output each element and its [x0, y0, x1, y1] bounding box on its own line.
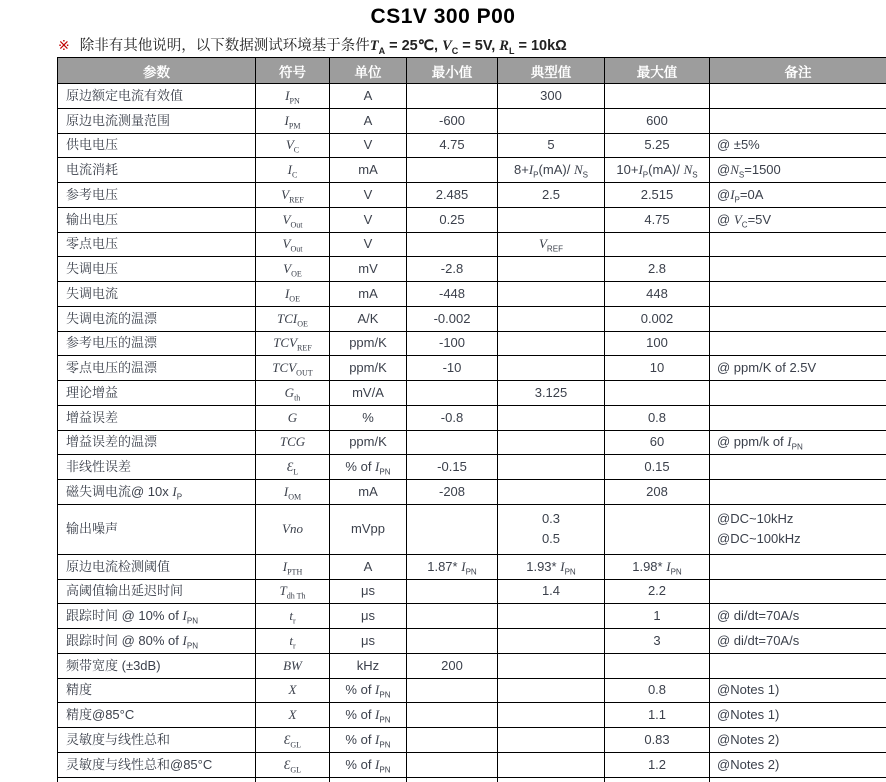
table-row — [58, 504, 886, 554]
sym-cell: $V_{OE}$ — [256, 257, 330, 282]
sym-cell: $V_C$ — [256, 133, 330, 158]
note-cell: @ ±5% — [710, 133, 886, 158]
min-cell: -208 — [407, 480, 498, 505]
table-row — [58, 331, 886, 356]
table-row — [58, 108, 886, 133]
page-title: CS1V 300 P00 — [370, 5, 516, 28]
typ-cell: 2.5 — [498, 183, 605, 208]
sym-cell: $TCV_{OUT}$ — [256, 356, 330, 381]
param-cell: 输出噪声 — [58, 504, 256, 554]
table-row — [58, 257, 886, 282]
param-cell: 非线性误差 — [58, 455, 256, 480]
unit-cell: % of $I_{PN}$ — [330, 728, 407, 753]
min-cell: -0.8 — [407, 405, 498, 430]
note-condition: $T_A$ = 25℃, $V_C = 5V$, $R_L = 10k\Omega$ — [369, 38, 567, 56]
note-cell: @Notes 1) — [710, 703, 886, 728]
param-cell: 频带宽度 (±3dB) — [58, 653, 256, 678]
table-row — [58, 405, 886, 430]
max-cell: 2.515 — [605, 183, 710, 208]
typ-cell — [498, 207, 605, 232]
param-cell: 输出电压 — [58, 207, 256, 232]
table-row — [58, 282, 886, 307]
max-cell — [605, 504, 710, 554]
param-cell: 灵敏度与线性总和@85°C — [58, 752, 256, 777]
param-cell: 失调电压 — [58, 257, 256, 282]
table-row — [58, 480, 886, 505]
unit-cell: A — [330, 554, 407, 579]
max-cell — [605, 232, 710, 257]
sym-cell: $T_{dh Th}$ — [256, 579, 330, 604]
max-cell: 10 — [605, 356, 710, 381]
empty-cell — [330, 777, 407, 782]
note-cell: @ di/dt=70A/s — [710, 604, 886, 629]
max-cell: 208 — [605, 480, 710, 505]
unit-cell: % of $I_{PN}$ — [330, 678, 407, 703]
min-cell — [407, 84, 498, 109]
unit-cell: mVpp — [330, 504, 407, 554]
max-cell: 0.002 — [605, 306, 710, 331]
table-row — [58, 629, 886, 654]
typ-cell: 1.93* $I_{PN}$ — [498, 554, 605, 579]
sym-cell: $V_{Out}$ — [256, 232, 330, 257]
min-cell: -0.002 — [407, 306, 498, 331]
typ-cell — [498, 306, 605, 331]
min-cell — [407, 703, 498, 728]
unit-cell: V — [330, 183, 407, 208]
min-cell: -600 — [407, 108, 498, 133]
typ-cell — [498, 108, 605, 133]
unit-cell: % of $I_{PN}$ — [330, 703, 407, 728]
table-row — [58, 653, 886, 678]
column-header-unit: 单位 — [330, 58, 407, 84]
param-cell: 灵敏度与线性总和 — [58, 728, 256, 753]
unit-cell: % of $I_{PN}$ — [330, 455, 407, 480]
unit-cell: μs — [330, 579, 407, 604]
note-cell: @Notes 2) — [710, 752, 886, 777]
table-row — [58, 84, 886, 109]
table-row — [58, 703, 886, 728]
table-row — [58, 232, 886, 257]
max-cell: 600 — [605, 108, 710, 133]
unit-cell: μs — [330, 604, 407, 629]
unit-cell: % of $I_{PN}$ — [330, 752, 407, 777]
param-cell: 原边电流测量范围 — [58, 108, 256, 133]
note-cell: $@N_S=1500$ — [710, 158, 886, 183]
note-marker-icon: ※ — [58, 37, 70, 53]
sym-cell: X — [256, 678, 330, 703]
unit-cell: kHz — [330, 653, 407, 678]
unit-cell: A — [330, 84, 407, 109]
unit-cell: % — [330, 405, 407, 430]
table-header-row — [58, 58, 886, 84]
param-cell: 高阈值输出延迟时间 — [58, 579, 256, 604]
max-cell — [605, 653, 710, 678]
note-cell — [710, 257, 886, 282]
typ-cell — [498, 356, 605, 381]
note-cell — [710, 331, 886, 356]
sym-cell: $t_r$ — [256, 604, 330, 629]
max-cell: 2.8 — [605, 257, 710, 282]
param-cell: 供电电压 — [58, 133, 256, 158]
sym-cell: $TCV_{REF}$ — [256, 331, 330, 356]
table-row — [58, 356, 886, 381]
param-cell: 参考电压 — [58, 183, 256, 208]
unit-cell: mV — [330, 257, 407, 282]
unit-cell: ppm/K — [330, 331, 407, 356]
typ-cell: 300 — [498, 84, 605, 109]
column-header-min: 最小值 — [407, 58, 498, 84]
note-cell — [710, 232, 886, 257]
note-cell: @Notes 2) — [710, 728, 886, 753]
typ-cell: 3.125 — [498, 381, 605, 406]
min-cell: 1.87* $I_{PN}$ — [407, 554, 498, 579]
min-cell — [407, 678, 498, 703]
typ-cell — [498, 604, 605, 629]
max-cell: 2.2 — [605, 579, 710, 604]
param-cell: 原边额定电流有效值 — [58, 84, 256, 109]
sym-cell: $TCI_{OE}$ — [256, 306, 330, 331]
typ-cell: 1.4 — [498, 579, 605, 604]
typ-cell — [498, 455, 605, 480]
note-cell — [710, 579, 886, 604]
note-cell: @ $V_C=5V$ — [710, 207, 886, 232]
param-cell: 原边电流检测阈值 — [58, 554, 256, 579]
column-header-typ: 典型值 — [498, 58, 605, 84]
typ-cell — [498, 405, 605, 430]
table-body — [58, 84, 886, 782]
typ-cell — [498, 257, 605, 282]
min-cell: 200 — [407, 653, 498, 678]
table-row — [58, 207, 886, 232]
param-cell: 增益误差的温漂 — [58, 430, 256, 455]
max-cell: 448 — [605, 282, 710, 307]
max-cell: 1.1 — [605, 703, 710, 728]
min-cell — [407, 158, 498, 183]
note-text: 除非有其他说明，以下数据测试环境基于条件 — [79, 38, 370, 54]
typ-cell — [498, 430, 605, 455]
empty-cell — [498, 777, 605, 782]
sym-cell: G — [256, 405, 330, 430]
sym-cell: X — [256, 703, 330, 728]
unit-cell: V — [330, 133, 407, 158]
min-cell: -0.15 — [407, 455, 498, 480]
note-cell — [710, 306, 886, 331]
unit-cell: mA — [330, 480, 407, 505]
param-cell: 增益误差 — [58, 405, 256, 430]
param-cell: 零点电压 — [58, 232, 256, 257]
table-row — [58, 579, 886, 604]
table-row — [58, 306, 886, 331]
sym-cell: $I_{OE}$ — [256, 282, 330, 307]
param-cell: 零点电压的温漂 — [58, 356, 256, 381]
note-cell: @ ppm/k of $I_{PN}$ — [710, 430, 886, 455]
typ-cell — [498, 480, 605, 505]
typ-cell — [498, 703, 605, 728]
min-cell — [407, 504, 498, 554]
note-cell: $@I_P=0A$ — [710, 183, 886, 208]
unit-cell: μs — [330, 629, 407, 654]
note-cell — [710, 405, 886, 430]
note-cell — [710, 554, 886, 579]
max-cell: 60 — [605, 430, 710, 455]
sym-cell: $I_{PN}$ — [256, 84, 330, 109]
sym-cell: $t_r$ — [256, 629, 330, 654]
note-cell — [710, 381, 886, 406]
table-row — [58, 133, 886, 158]
sym-cell: $V_{REF}$ — [256, 183, 330, 208]
typ-cell: 0.3 0.5 — [498, 504, 605, 554]
min-cell — [407, 381, 498, 406]
max-cell: $10+I_P(mA)/$ $N_S$ — [605, 158, 710, 183]
max-cell: 1.2 — [605, 752, 710, 777]
sym-cell: $I_{PTH}$ — [256, 554, 330, 579]
unit-cell: V — [330, 207, 407, 232]
min-cell — [407, 752, 498, 777]
typ-cell — [498, 331, 605, 356]
table-row — [58, 554, 886, 579]
param-cell: 跟踪时间 @ 80% of $I_{PN}$ — [58, 629, 256, 654]
typ-cell — [498, 282, 605, 307]
param-cell: 失调电流 — [58, 282, 256, 307]
sym-cell: $G_{th}$ — [256, 381, 330, 406]
max-cell — [605, 381, 710, 406]
table-row — [58, 752, 886, 777]
typ-cell — [498, 653, 605, 678]
param-cell: 理论增益 — [58, 381, 256, 406]
table-row-clipped — [58, 777, 886, 782]
spec-table — [57, 57, 886, 782]
empty-cell — [710, 777, 886, 782]
max-cell: 0.8 — [605, 405, 710, 430]
min-cell: -448 — [407, 282, 498, 307]
unit-cell: V — [330, 232, 407, 257]
max-cell: 100 — [605, 331, 710, 356]
param-cell: 跟踪时间 @ 10% of $I_{PN}$ — [58, 604, 256, 629]
min-cell — [407, 604, 498, 629]
table-row — [58, 381, 886, 406]
param-cell: 失调电流的温漂 — [58, 306, 256, 331]
empty-cell — [58, 777, 256, 782]
column-header-param: 参数 — [58, 58, 256, 84]
sym-cell: TCG — [256, 430, 330, 455]
table-row — [58, 604, 886, 629]
typ-cell — [498, 678, 605, 703]
max-cell — [605, 84, 710, 109]
sym-cell: $Ɛ_{GL}$ — [256, 752, 330, 777]
unit-cell: ppm/K — [330, 430, 407, 455]
param-cell: 精度@85°C — [58, 703, 256, 728]
min-cell — [407, 579, 498, 604]
typ-cell: $8+I_P(mA)/$ $N_S$ — [498, 158, 605, 183]
typ-cell — [498, 752, 605, 777]
typ-cell — [498, 728, 605, 753]
unit-cell: A/K — [330, 306, 407, 331]
unit-cell: mV/A — [330, 381, 407, 406]
note-cell — [710, 480, 886, 505]
empty-cell — [407, 777, 498, 782]
sym-cell: $V_{Out}$ — [256, 207, 330, 232]
min-cell: -100 — [407, 331, 498, 356]
table-row — [58, 678, 886, 703]
max-cell: 5.25 — [605, 133, 710, 158]
typ-cell: 5 — [498, 133, 605, 158]
min-cell — [407, 728, 498, 753]
table-row — [58, 430, 886, 455]
sym-cell: $I_{OM}$ — [256, 480, 330, 505]
min-cell: 2.485 — [407, 183, 498, 208]
param-cell: 参考电压的温漂 — [58, 331, 256, 356]
sym-cell: Vno — [256, 504, 330, 554]
note-cell — [710, 653, 886, 678]
max-cell: 0.83 — [605, 728, 710, 753]
test-condition-note — [58, 34, 567, 55]
note-cell — [710, 108, 886, 133]
max-cell: 1.98* $I_{PN}$ — [605, 554, 710, 579]
column-header-remark: 备注 — [710, 58, 886, 84]
note-cell: @ di/dt=70A/s — [710, 629, 886, 654]
param-cell: 电流消耗 — [58, 158, 256, 183]
table-row — [58, 728, 886, 753]
table-row — [58, 455, 886, 480]
param-cell: 精度 — [58, 678, 256, 703]
unit-cell: A — [330, 108, 407, 133]
note-cell: @DC~10kHz @DC~100kHz — [710, 504, 886, 554]
note-cell — [710, 84, 886, 109]
empty-cell — [605, 777, 710, 782]
min-cell — [407, 430, 498, 455]
min-cell: -2.8 — [407, 257, 498, 282]
typ-cell: $V_{REF}$ — [498, 232, 605, 257]
column-header-symbol: 符号 — [256, 58, 330, 84]
min-cell — [407, 629, 498, 654]
max-cell: 0.15 — [605, 455, 710, 480]
max-cell: 4.75 — [605, 207, 710, 232]
param-cell: 磁失调电流@ 10x $I_P$ — [58, 480, 256, 505]
table-row — [58, 158, 886, 183]
column-header-max: 最大值 — [605, 58, 710, 84]
note-cell: @ ppm/K of 2.5V — [710, 356, 886, 381]
sym-cell: BW — [256, 653, 330, 678]
max-cell: 0.8 — [605, 678, 710, 703]
sym-cell: $Ɛ_L$ — [256, 455, 330, 480]
sym-cell: $Ɛ_{GL}$ — [256, 728, 330, 753]
min-cell: -10 — [407, 356, 498, 381]
empty-cell — [256, 777, 330, 782]
unit-cell: mA — [330, 158, 407, 183]
sym-cell: $I_{PM}$ — [256, 108, 330, 133]
max-cell: 1 — [605, 604, 710, 629]
table-row — [58, 183, 886, 208]
min-cell: 4.75 — [407, 133, 498, 158]
note-cell — [710, 455, 886, 480]
min-cell — [407, 232, 498, 257]
typ-cell — [498, 629, 605, 654]
min-cell: 0.25 — [407, 207, 498, 232]
unit-cell: mA — [330, 282, 407, 307]
note-cell — [710, 282, 886, 307]
unit-cell: ppm/K — [330, 356, 407, 381]
note-cell: @Notes 1) — [710, 678, 886, 703]
sym-cell: $I_C$ — [256, 158, 330, 183]
max-cell: 3 — [605, 629, 710, 654]
